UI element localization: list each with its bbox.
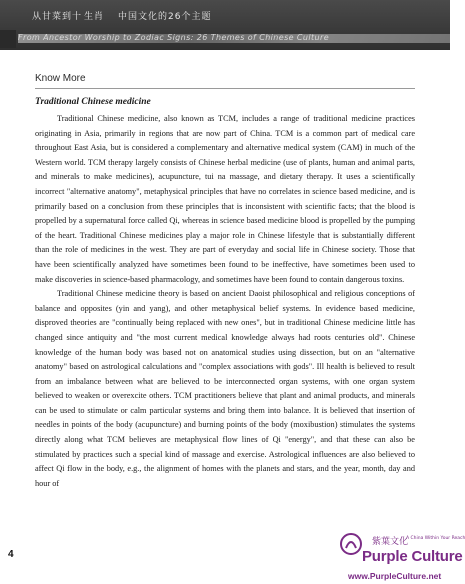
watermark-tagline: A China Within Your Reach bbox=[406, 536, 465, 541]
watermark-brand: Purple Culture bbox=[362, 548, 463, 565]
header-band-text: From Ancestor Worship to Zodiac Signs: 26 Themes of Chinese Culture bbox=[18, 33, 330, 42]
running-header bbox=[0, 4, 450, 24]
page-header bbox=[0, 0, 450, 50]
heading-rule bbox=[35, 88, 415, 89]
page-number: 4 bbox=[8, 549, 14, 560]
header-book-title: 从甘菜到十 bbox=[32, 12, 83, 22]
watermark bbox=[338, 530, 465, 584]
watermark-chinese: 紫葉文化 bbox=[372, 537, 409, 547]
article-subheading: Traditional Chinese medicine bbox=[35, 97, 151, 107]
watermark-url: www.PurpleCulture.net bbox=[348, 571, 442, 581]
header-book-title-mid: 生肖 bbox=[84, 12, 105, 22]
paragraph-1: Traditional Chinese medicine, also known as TCM, includes a range of traditional medicine practices originating in Asia, primarily in regions that are now part of China. TCM is a common part of medical care throughout East Asia, but is considered a complementary and alternative medical system (CAM) in much of the Western world. TCM therapy largely consists of Chinese herbal medicine (use of plants, human and animal parts, and minerals to make medicines), acupuncture, tui na massage, and dietary therapy. It uses a scientifically incorrect "alternative anatomy", metaphysical principles that have no correlates in science based medicine, and is primarily based on a conclusion from these principles that is inconsistent with scientific facts; that the blood is propelled by a supernatural force called Qi, whereas in science based medicine blood is propelled by the pumping of the heart. Traditional Chinese medicines play a major role in Chinese lifestyle that is substantially different than the role of medicines in the west. They are part of everyday and social life in Chinese society. Those that have been scientifically analyzed have sometimes been found to be ineffective, have sometimes been used to make discoveries in science-based pharmacology, and sometimes have been found to contain dangerous toxins. bbox=[35, 114, 415, 284]
article-body bbox=[35, 112, 415, 491]
section-heading: Know More bbox=[35, 73, 86, 84]
paragraph-2: Traditional Chinese medicine theory is based on ancient Daoist philosophical and religious conceptions of balance and opposites (yin and yang), and other metaphysical belief systems. In evidence based medicine, disproved theories are "continually being replaced with new ones", but in traditional Chinese medicine little has changed since antiquity and "the most current medical knowledge always had roots centuries old". Chinese knowledge of the human body was based not on anatomical studies using dissection, but on an "alternative anatomy" based on astrological calculations and "complex associations with gods". Ill health is believed to result from an imbalance between what are believed to be interconnected organ systems, with one organ system believed to weaken or overexcite others. TCM practitioners believe that plant and animal products, and minerals can be used to stimulate or calm particular systems and bring them into balance. It is believed that insertion of needles in points of the body (acupuncture) and burning points of the body (moxibustion) stimulates the systems directly along what TCM believes are metaphysical flow lines of Qi "energy", and that these can also be stimulated by practices such a special kind of massage and exercise. Astrological influences are also believed to affect Qi flow in the body, e.g., the alignment of homes with the planets and stars, and the year, month, day and hour of bbox=[35, 289, 415, 488]
header-book-subtitle: 中国文化的26个主题 bbox=[118, 12, 212, 22]
purple-culture-logo-icon bbox=[338, 532, 364, 556]
header-tab-marker bbox=[0, 30, 16, 48]
